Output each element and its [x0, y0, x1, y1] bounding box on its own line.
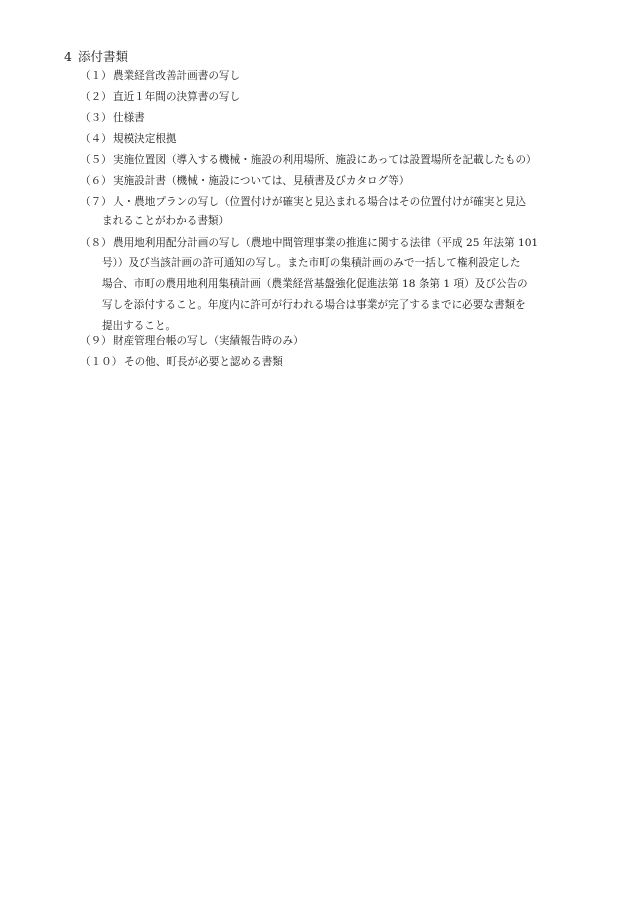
item-text: 仕様書	[113, 112, 145, 124]
section-title: 添付書類	[78, 49, 129, 64]
item-text: 実施位置図（導入する機械・施設の利用場所、施設にあっては設置場所を記載したもの）	[113, 154, 537, 166]
item-text: 人・農地プランの写し（位置付けが確実と見込まれる場合はその位置付けが確実と見込	[113, 196, 527, 208]
item-number: （１）	[80, 70, 112, 82]
item-number: （６）	[80, 175, 112, 187]
item-number: （３）	[80, 112, 112, 124]
item-text: その他、町長が必要と認める書類	[124, 356, 283, 368]
item-text: 直近１年間の決算書の写し	[113, 91, 241, 103]
item-text-continuation: 提出すること。	[102, 320, 177, 332]
item-text: 農用地利用配分計画の写し（農地中間管理事業の推進に関する法律（平成 25 年法第 101	[113, 237, 539, 249]
item-number: （１０）	[80, 356, 123, 368]
item-text: 規模決定根拠	[113, 133, 177, 145]
item-text: 実施設計書（機械・施設については、見積書及びカタログ等）	[113, 175, 410, 187]
section-heading	[64, 49, 128, 65]
item-number: （７）	[80, 196, 112, 208]
item-number: （９）	[80, 335, 112, 347]
item-text-continuation: まれることがわかる書類）	[102, 215, 230, 227]
item-number: （８）	[80, 237, 112, 249]
item-number: （２）	[80, 91, 112, 103]
item-text: 財産管理台帳の写し（実績報告時のみ）	[113, 335, 304, 347]
item-text-continuation: 場合、市町の農用地利用集積計画（農業経営基盤強化促進法第 18 条第 1 項）及び公告の	[102, 278, 528, 290]
item-text-continuation: 号））及び当該計画の許可通知の写し。また市町の集積計画のみで一括して権利設定した	[102, 257, 521, 269]
section-number: 4	[64, 49, 72, 64]
item-number: （５）	[80, 154, 112, 166]
item-number: （４）	[80, 133, 112, 145]
item-text: 農業経営改善計画書の写し	[113, 70, 241, 82]
item-text-continuation: 写しを添付すること。年度内に許可が行われる場合は事業が完了するまでに必要な書類を	[102, 299, 526, 311]
